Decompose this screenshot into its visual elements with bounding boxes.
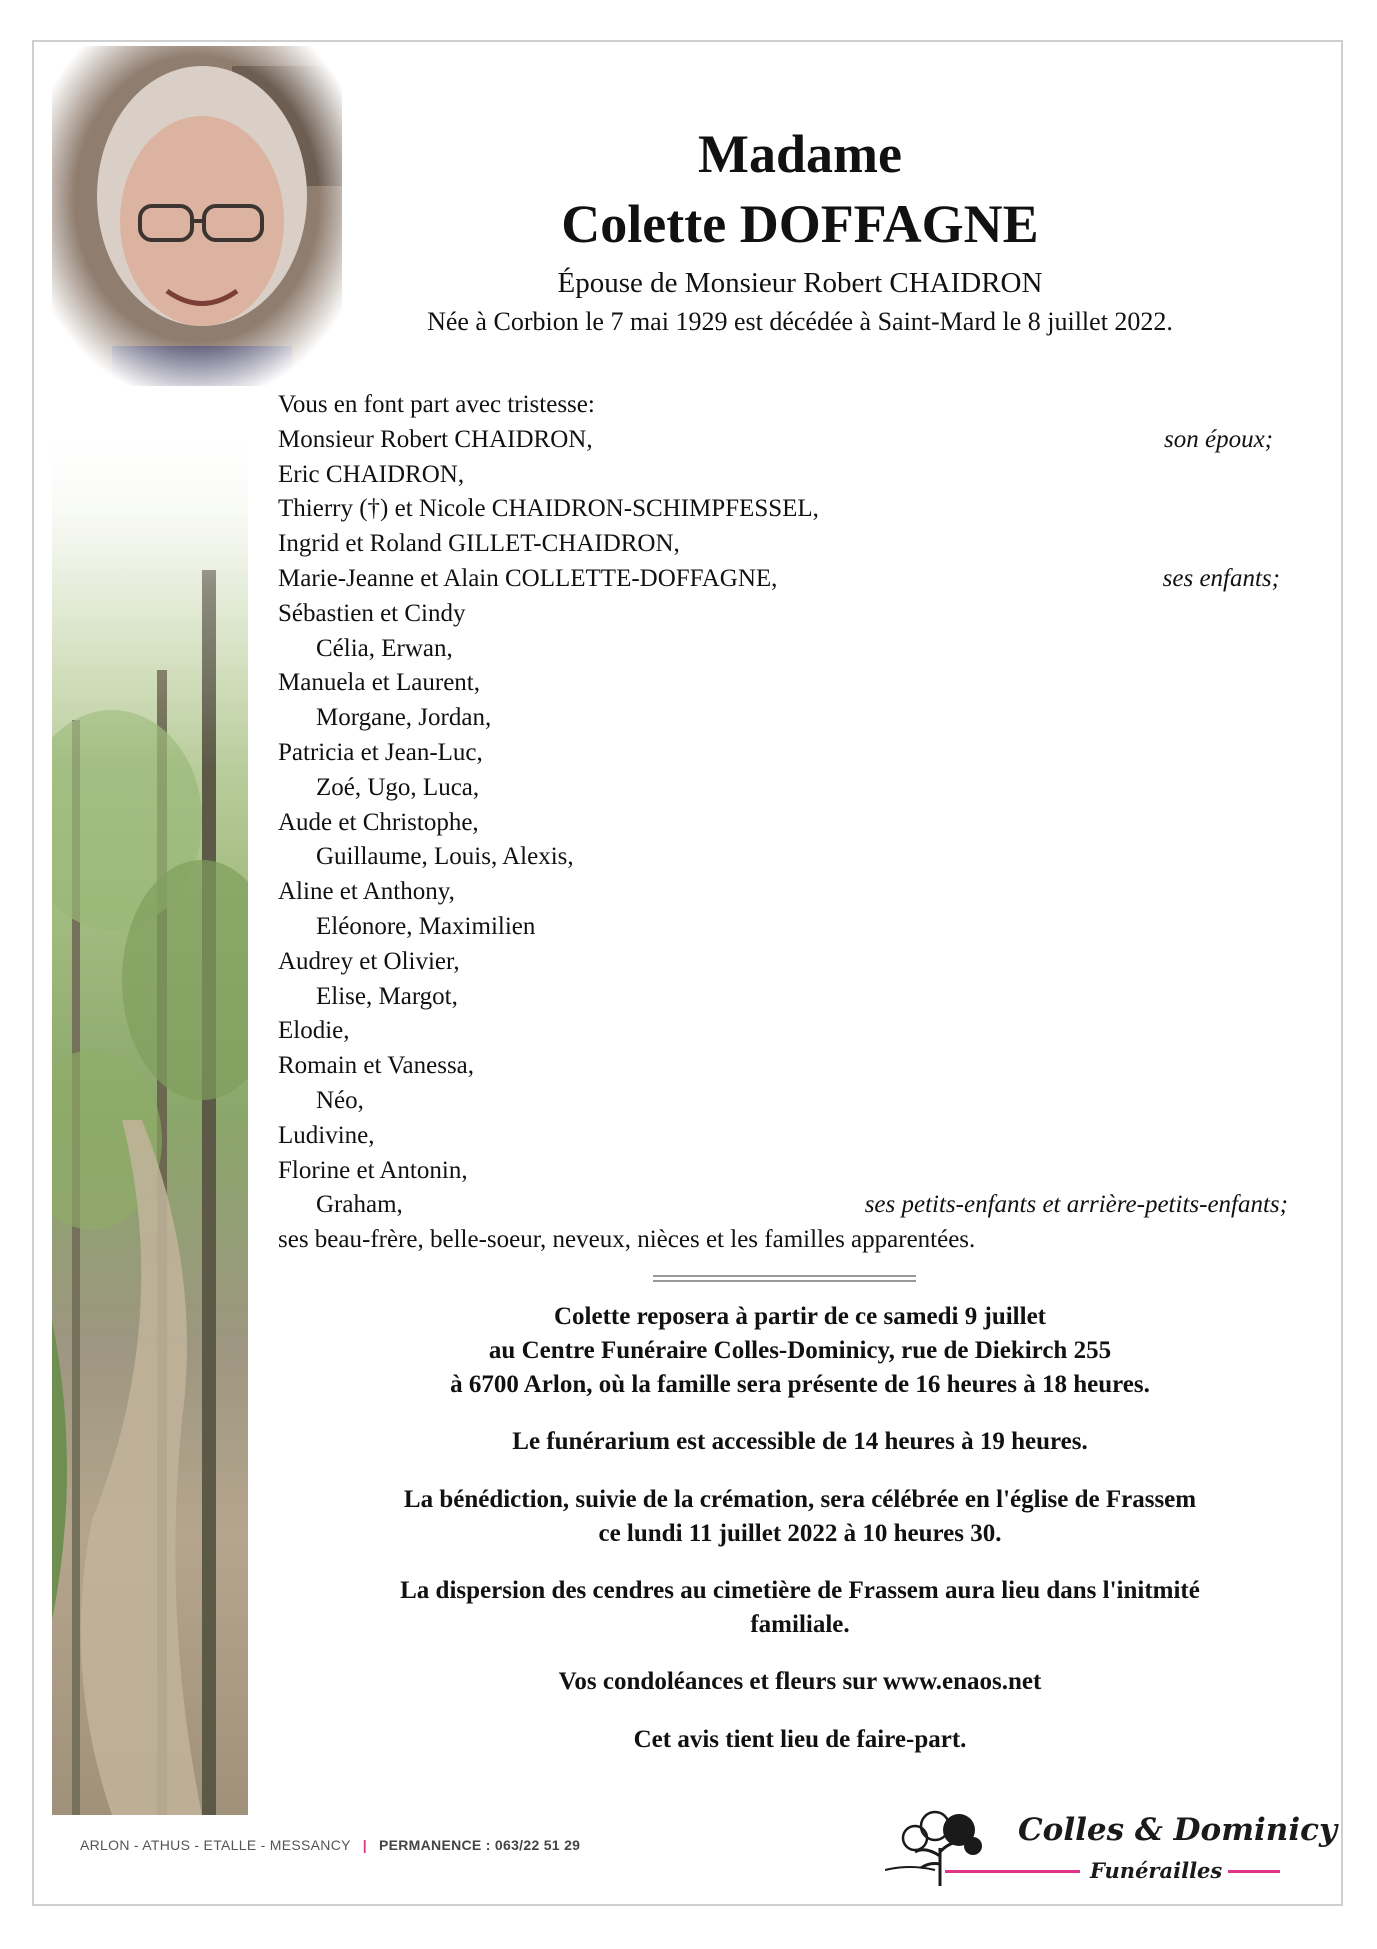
family-line [278, 562, 1288, 597]
family-line: Ingrid et Roland GILLET-CHAIDRON, [278, 530, 680, 558]
condolences-line: Vos condoléances et fleurs sur www.enaos.net [558, 1668, 1042, 1695]
family-line: Zoé, Ugo, Luca, [316, 773, 480, 801]
page-title: Madame [698, 124, 902, 184]
funerarium-hours: Le funérarium est accessible de 14 heures à 19 heures. [512, 1428, 1088, 1455]
tree-logo-icon [885, 1808, 995, 1888]
family-line: Célia, Erwan, [316, 634, 453, 662]
family-member: Graham, [316, 1191, 403, 1219]
forest-path-image [52, 420, 248, 1815]
family-line: Sébastien et Cindy [278, 599, 466, 627]
company-logo-subtitle: Funérailles [1090, 1858, 1223, 1883]
family-line: Audrey et Olivier, [278, 947, 460, 975]
family-line: Manuela et Laurent, [278, 669, 480, 697]
portrait-photo [52, 46, 342, 386]
family-line: Aline et Anthony, [278, 878, 455, 906]
section-divider [653, 1275, 916, 1282]
family-line: Elise, Margot, [316, 982, 458, 1010]
family-line: Eléonore, Maximilien [316, 912, 536, 940]
logo-accent-line-left [945, 1870, 1080, 1873]
family-line: Guillaume, Louis, Alexis, [316, 843, 574, 871]
family-line: Morgane, Jordan, [316, 704, 492, 732]
family-line: Ludivine, [278, 1121, 375, 1149]
family-member: Marie-Jeanne et Alain COLLETTE-DOFFAGNE, [278, 564, 778, 592]
dispersion-line-1: La dispersion des cendres au cimetière de Frassem aura lieu dans l'initmité [400, 1577, 1200, 1604]
family-line [278, 1188, 1288, 1223]
locations-text: ARLON - ATHUS - ETALLE - MESSANCY [80, 1837, 351, 1853]
family-line: Eric CHAIDRON, [278, 460, 465, 488]
permanence-phone: PERMANENCE : 063/22 51 29 [379, 1837, 581, 1853]
family-intro: Vous en font part avec tristesse: [278, 391, 595, 418]
footer-locations [80, 1837, 580, 1853]
relation-grandchildren: ses petits-enfants et arrière-petits-enfants; [864, 1191, 1288, 1219]
family-line: Romain et Vanessa, [278, 1052, 475, 1080]
relation-spouse: son époux; [1164, 425, 1273, 453]
family-line: Elodie, [278, 1017, 350, 1045]
family-line: Patricia et Jean-Luc, [278, 738, 483, 766]
company-logo-name: Colles & Dominicy [1018, 1812, 1337, 1848]
dispersion-line-2: familiale. [750, 1611, 850, 1638]
rest-line-1: Colette reposera à partir de ce samedi 9 juillet [553, 1303, 1046, 1330]
family-line: Néo, [316, 1086, 364, 1114]
birth-death-line: Née à Corbion le 7 mai 1929 est décédée à Saint-Mard le 8 juillet 2022. [427, 307, 1173, 336]
deceased-name: Colette DOFFAGNE [561, 194, 1039, 254]
rest-line-2: au Centre Funéraire Colles-Dominicy, rue de Diekirch 255 [488, 1337, 1112, 1364]
family-line [278, 423, 1288, 458]
family-member: Monsieur Robert CHAIDRON, [278, 425, 593, 453]
footer-separator: | [362, 1837, 367, 1853]
relation-children: ses enfants; [1162, 564, 1280, 592]
ceremony-line-2: ce lundi 11 juillet 2022 à 10 heures 30. [598, 1520, 1002, 1547]
rest-line-3: à 6700 Arlon, où la famille sera présente de 16 heures à 18 heures. [450, 1371, 1150, 1398]
spouse-line: Épouse de Monsieur Robert CHAIDRON [557, 267, 1043, 299]
ceremony-line-1: La bénédiction, suivie de la crémation, sera célébrée en l'église de Frassem [403, 1486, 1197, 1513]
family-line: ses beau-frère, belle-soeur, neveux, nièces et les familles apparentées. [278, 1226, 976, 1254]
family-line: Thierry (†) et Nicole CHAIDRON-SCHIMPFESSEL, [278, 495, 819, 523]
notice-line: Cet avis tient lieu de faire-part. [633, 1726, 967, 1753]
family-list [278, 388, 1288, 1258]
family-line: Aude et Christophe, [278, 808, 479, 836]
logo-accent-line-right [1228, 1870, 1280, 1873]
family-line: Florine et Antonin, [278, 1156, 468, 1184]
